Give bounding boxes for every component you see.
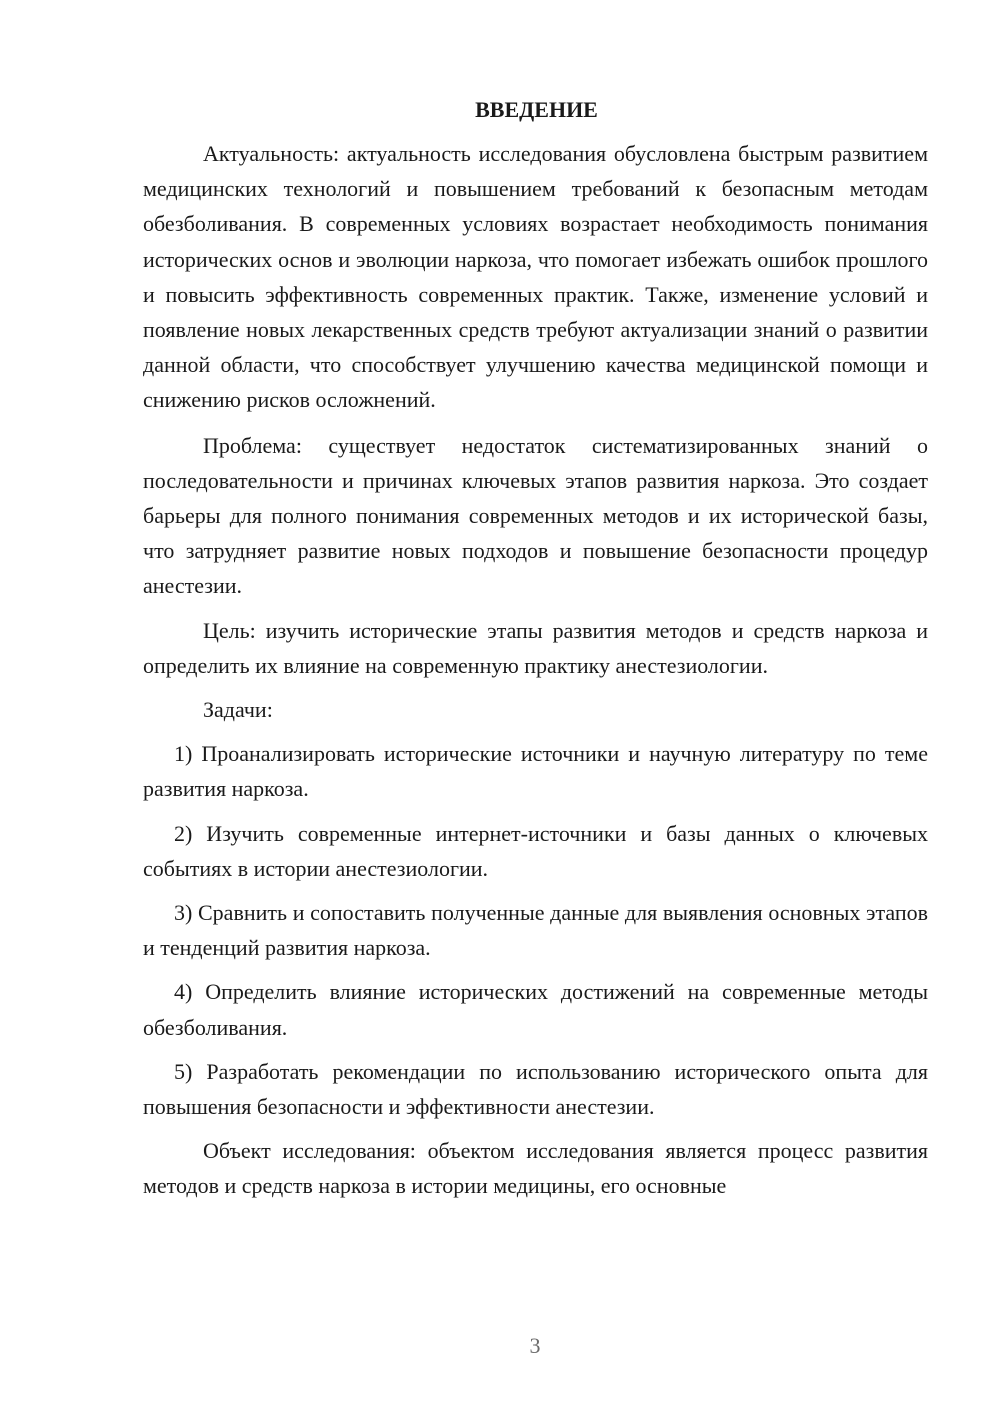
task-item-4: 4) Определить влияние исторических достижений на современные методы обезболивания. — [143, 979, 928, 1040]
section-heading: ВВЕДЕНИЕ — [475, 97, 598, 122]
page-number: 3 — [529, 1333, 541, 1358]
page-content — [143, 94, 928, 1204]
task-item-2: 2) Изучить современные интернет-источники и базы данных о ключевых событиях в истории анестезиологии. — [143, 820, 928, 881]
task-item-5: 5) Разработать рекомендации по использованию исторического опыта для повышения безопасности и эффективности анестезии. — [143, 1058, 928, 1120]
task-item-1: 1) Проанализировать исторические источники и научную литературу по теме развития наркоза. — [143, 741, 928, 802]
tasks-label: Задачи: — [203, 697, 273, 723]
paragraph-goal: Цель: изучить исторические этапы развития методов и средств наркоза и определить их влияние на современную практику анестезиологии. — [143, 617, 928, 678]
task-item-3: 3) Сравнить и сопоставить полученные данные для выявления основных этапов и тенденций развития наркоза. — [143, 900, 928, 961]
paragraph-relevance: Актуальность: актуальность исследования обусловлена быстрым развитием медицинских технологий и повышением требований к безопасным методам обезболивания. В современных условиях возрастает необходимость понимания исторических основ и эволюции наркоза, что помогает избежать ошибок прошлого и повысить эффективность современных практик. Также, изменение условий и появление новых лекарственных средств требуют актуализации знаний о развитии данной области, что способствует улучшению качества медицинской помощи и снижению рисков осложнений. — [143, 141, 928, 413]
paragraph-object: Объект исследования: объектом исследования является процесс развития методов и средств наркоза в истории медицины, его основные — [143, 1138, 928, 1199]
paragraph-problem: Проблема: существует недостаток систематизированных знаний о последовательности и причинах ключевых этапов развития наркоза. Это создает барьеры для полного понимания современных методов и их исторической базы, что затрудняет развитие новых подходов и повышение безопасности процедур анестезии. — [143, 432, 928, 599]
